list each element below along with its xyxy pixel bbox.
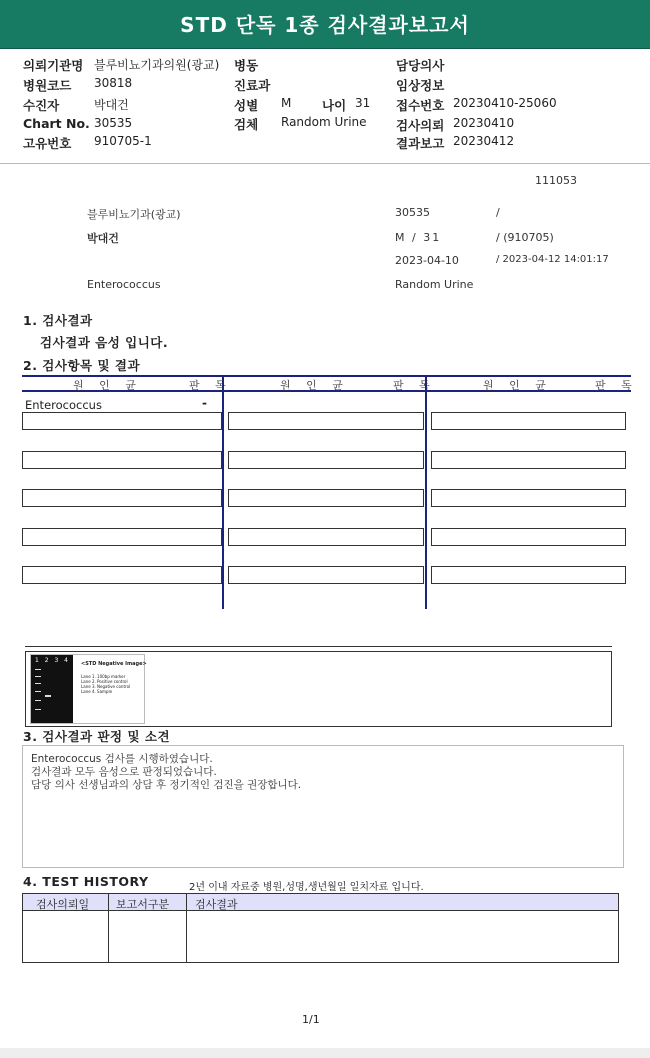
findings-line-1: Enterococcus 검사를 시행하였습니다. [31,753,213,765]
request-value: 20230410 [453,116,515,130]
unique-label: 고유번호 [23,136,72,151]
page-number: 1/1 [302,1013,320,1026]
history-col-type: 보고서구분 [116,898,170,911]
report-chart: 30535 [395,206,430,219]
ward-label: 병동 [234,58,259,73]
result-box [22,451,222,469]
history-note: 2년 이내 자료중 병원,성명,생년월일 일치자료 입니다. [189,882,424,893]
gel-lane3-legend: Lane 3. Negative control [81,684,131,689]
patient-label: 수진자 [23,98,60,113]
section2-title: 2. 검사항목 및 결과 [23,358,141,373]
report-code: 111053 [535,174,577,187]
gel-lane2-legend: Lane 2. Positive control [81,679,128,684]
col1-pathogen-header: 원 인 균 [73,379,142,392]
request-label: 검사의뢰 [396,118,445,133]
history-col-divider-1 [108,894,109,962]
report-birth: / (910705) [496,231,554,244]
result-box [431,566,626,584]
col3-result-header: 판 독 [595,379,638,392]
receipt-label: 접수번호 [396,98,445,113]
patient-value: 박대건 [94,98,129,112]
result-box [431,489,626,507]
report-separator: / [496,206,500,219]
result-box [228,566,424,584]
gel-lane4-legend: Lane 4. Sample [81,689,113,694]
history-table-header [23,894,618,911]
gel-divider [25,646,612,647]
specimen-value: Random Urine [281,115,367,129]
result-box [431,528,626,546]
result-row1-value: - [202,396,207,410]
report-reported: / 2023-04-12 14:01:17 [496,254,609,265]
unique-value: 910705-1 [94,134,152,148]
gel-electrophoresis-image [31,655,73,723]
age-label: 나이 [322,98,347,113]
report-value: 20230412 [453,134,515,148]
result-box [22,489,222,507]
report-patient: 박대건 [87,232,119,245]
page-bottom-strip [0,1048,650,1058]
gel-band [35,700,41,701]
dept-label: 진료과 [234,78,271,93]
gel-title: <STD Negative Image> [81,661,147,667]
col2-result-header: 판 독 [393,379,436,392]
result-box [431,412,626,430]
sex-label: 성별 [234,98,259,113]
gel-band [45,695,51,697]
report-received: 2023-04-10 [395,254,459,267]
result-box [431,451,626,469]
specimen-label: 검체 [234,117,259,132]
report-label: 결과보고 [396,136,445,151]
results-column-divider-2 [425,376,427,609]
gel-band [35,691,41,692]
result-box [228,412,424,430]
section4-title: 4. TEST HISTORY [23,874,149,889]
history-col-divider-2 [186,894,187,962]
history-col-result: 검사결과 [195,898,238,911]
gel-image [30,654,145,724]
section1-title: 1. 검사결과 [23,313,93,328]
sex-value: M [281,96,292,110]
gel-band [35,676,41,677]
col3-pathogen-header: 원 인 균 [483,379,552,392]
result-box [228,528,424,546]
doctor-label: 담당의사 [396,58,445,73]
institution-value: 블루비뇨기과의원(광교) [94,58,220,72]
institution-label: 의뢰기관명 [23,58,84,73]
chart-value: 30535 [94,116,133,130]
hospital-code-value: 30818 [94,76,133,90]
age-value: 31 [355,96,371,110]
col2-pathogen-header: 원 인 균 [280,379,349,392]
findings-line-3: 담당 의사 선생님과의 상담 후 정기적인 검진을 권장합니다. [31,779,302,791]
report-specimen: Random Urine [395,278,474,291]
report-test: Enterococcus [87,278,161,291]
result-box [22,528,222,546]
report-sex-age: M / 31 [395,231,442,244]
result-box [228,489,424,507]
gel-lane1-legend: Lane 1. 100bp marker [81,674,126,679]
gel-band [35,683,41,684]
section1-text: 검사결과 음성 입니다. [40,335,169,350]
gel-lane-numbers: 1 2 3 4 [35,657,70,664]
chart-label: Chart No. [23,116,90,131]
header-divider [0,163,650,164]
gel-band [35,709,41,710]
result-row1-pathogen: Enterococcus [25,398,102,412]
gel-band [35,669,41,670]
results-column-divider-1 [222,376,224,609]
result-box [228,451,424,469]
result-box [22,566,222,584]
section3-title: 3. 검사결과 판정 및 소견 [23,729,171,744]
findings-line-2: 검사결과 모두 음성으로 판정되었습니다. [31,766,217,778]
report-clinic: 블루비뇨기과(광교) [87,208,181,221]
col1-result-header: 판 독 [189,379,232,392]
hospital-code-label: 병원코드 [23,78,72,93]
clinical-label: 임상정보 [396,78,445,93]
report-title: STD 단독 1종 검사결과보고서 [180,13,470,37]
result-box [22,412,222,430]
receipt-value: 20230410-25060 [453,96,557,110]
history-col-date: 검사의뢰일 [36,898,90,911]
